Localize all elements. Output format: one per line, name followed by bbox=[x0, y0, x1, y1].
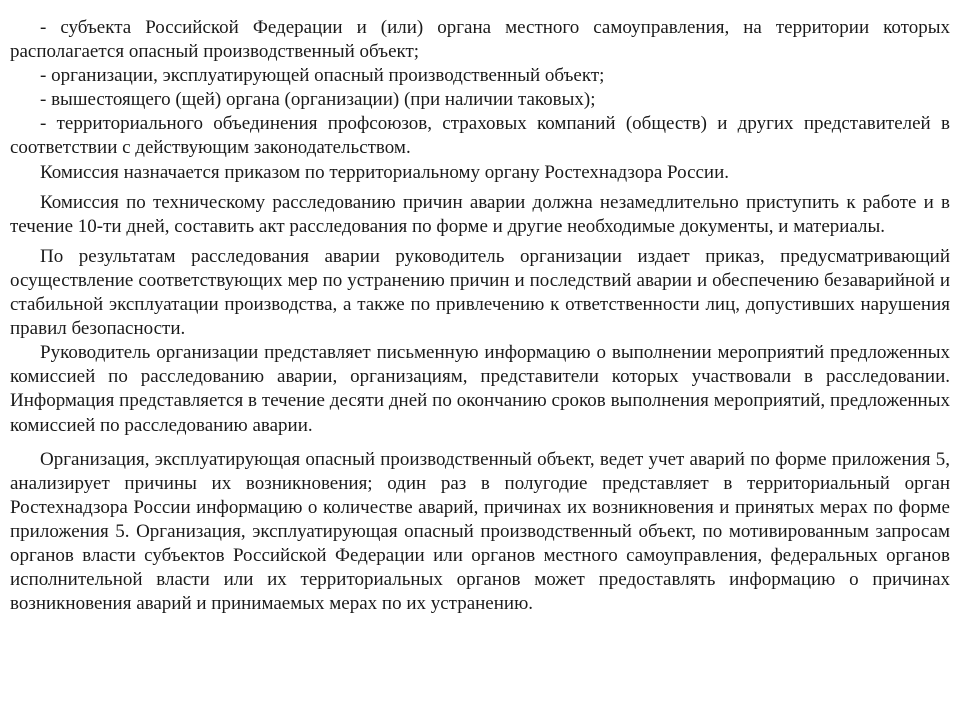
member-item-subject: - субъекта Российской Федерации и (или) органа местного самоуправления, на территории которых располагается опасный производственный объект; bbox=[10, 17, 950, 63]
document-body bbox=[10, 16, 950, 616]
paragraph-written-information: Руководитель организации представляет письменную информацию о выполнении мероприятий предложенных комиссией по расследованию аварии, организациям, представители которых участвовали в расследовании. Информация представляется в течение десяти дней по окончанию сроков выполнения мероприятий, предложенных комиссией по расследованию аварии. bbox=[10, 342, 950, 436]
paragraph-order-issued: По результатам расследования аварии руководитель организации издает приказ, предусматривающий осуществление соответствующих мер по устранению причин и последствий аварии и обеспечению безаварийной и стабильной эксплуатации производства, а также по привлечению к ответственности лиц, допустивших нарушения правил безопасности. bbox=[10, 245, 950, 340]
paragraph-accident-accounting: Организация, эксплуатирующая опасный производственный объект, ведет учет аварий по форме приложения 5, анализирует причины их возникновения; один раз в полугодие представляет в территориальный орган Ростехнадзора России информацию о количестве аварий, причинах их возникновения и принятых мерах по форме приложения 5. Организация, эксплуатирующая опасный производственный объект, по мотивированным запросам органов власти субъектов Российской Федерации или органов местного самоуправления, федеральных органов исполнительной власти или их территориальных органов может предоставлять информацию о причинах возникновения аварий и принимаемых мерах по их устранению. bbox=[10, 448, 950, 615]
member-item-operator: - организации, эксплуатирующей опасный производственный объект; bbox=[40, 65, 605, 87]
paragraph-commission-appointment: Комиссия назначается приказом по территориальному органу Ростехнадзора России. bbox=[40, 161, 730, 183]
member-item-unions: - территориального объединения профсоюзов, страховых компаний (обществ) и других представителей в соответствии с действующим законодательством. bbox=[10, 113, 950, 159]
member-item-superior: - вышестоящего (щей) органа (организации) (при наличии таковых); bbox=[40, 89, 596, 111]
paragraph-investigation-deadline: Комиссия по техническому расследованию причин аварии должна незамедлительно приступить к работе и в течение 10-ти дней, составить акт расследования по форме и другие необходимые документы, и материалы. bbox=[10, 191, 950, 237]
